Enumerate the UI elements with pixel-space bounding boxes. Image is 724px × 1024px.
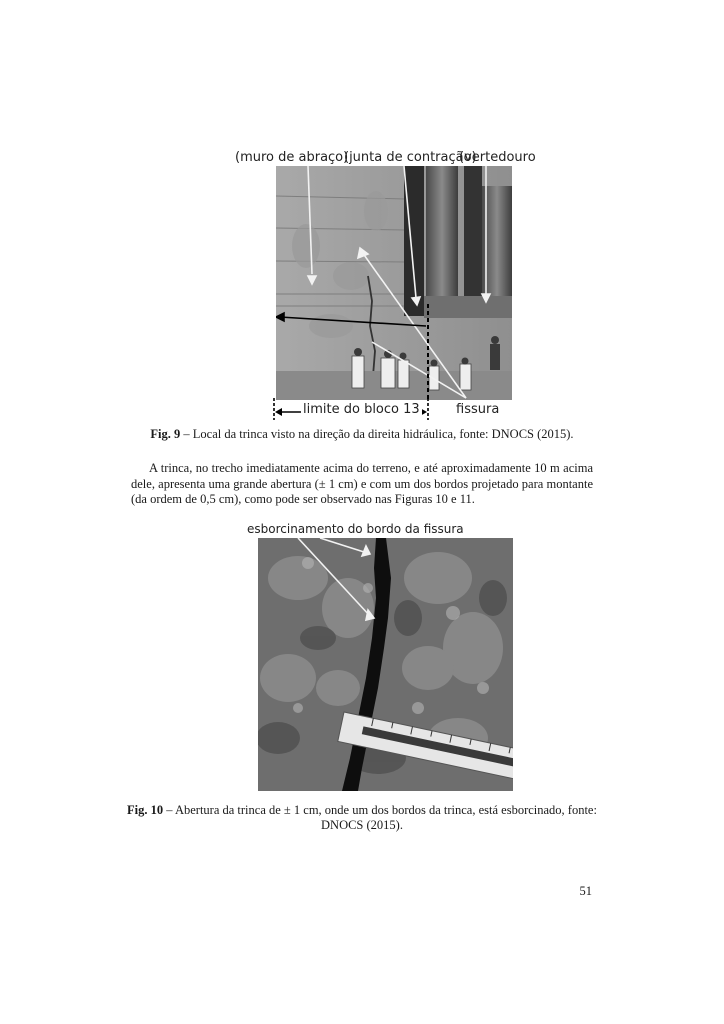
figure-10-caption-label: Fig. 10	[127, 803, 164, 817]
figure-9-caption	[120, 427, 604, 442]
figure-9-photo	[276, 166, 512, 400]
label-vertedouro: (vertedouro	[459, 150, 536, 165]
figure-10-photo	[258, 538, 513, 791]
figure-9-caption-text: – Local da trinca visto na direção da direita hidráulica, fonte: DNOCS (2015).	[180, 427, 574, 441]
figure-10-caption	[120, 803, 604, 833]
dam-wall-crack-photo	[276, 166, 512, 400]
body-paragraph: A trinca, no trecho imediatamente acima do terreno, e até aproximadamente 10 m acima dele, apresenta uma grande abertura (± 1 cm) e com um dos bordos projetado para montante (da ordem de 0,5 cm), como pode ser observado nas Figuras 10 e 11.	[131, 461, 593, 506]
label-fissura: fissura	[456, 402, 500, 417]
label-muro-de-abraco: (muro de abraço)	[235, 150, 349, 165]
label-limite-do-bloco-13: limite do bloco 13	[303, 402, 420, 417]
page-number: 51	[579, 884, 592, 898]
figure-10-caption-line1	[120, 803, 604, 818]
label-esborcinamento: esborcinamento do bordo da fissura	[247, 522, 464, 536]
label-junta-de-contracao: (junta de contração)	[344, 150, 477, 165]
figure-9-caption-label: Fig. 9	[150, 427, 181, 441]
figure-10-caption-line2: DNOCS (2015).	[321, 818, 403, 832]
crack-closeup-photo	[258, 538, 513, 791]
figure-10-caption-text: – Abertura da trinca de ± 1 cm, onde um dos bordos da trinca, está esborcinado, fonte:	[163, 803, 597, 817]
